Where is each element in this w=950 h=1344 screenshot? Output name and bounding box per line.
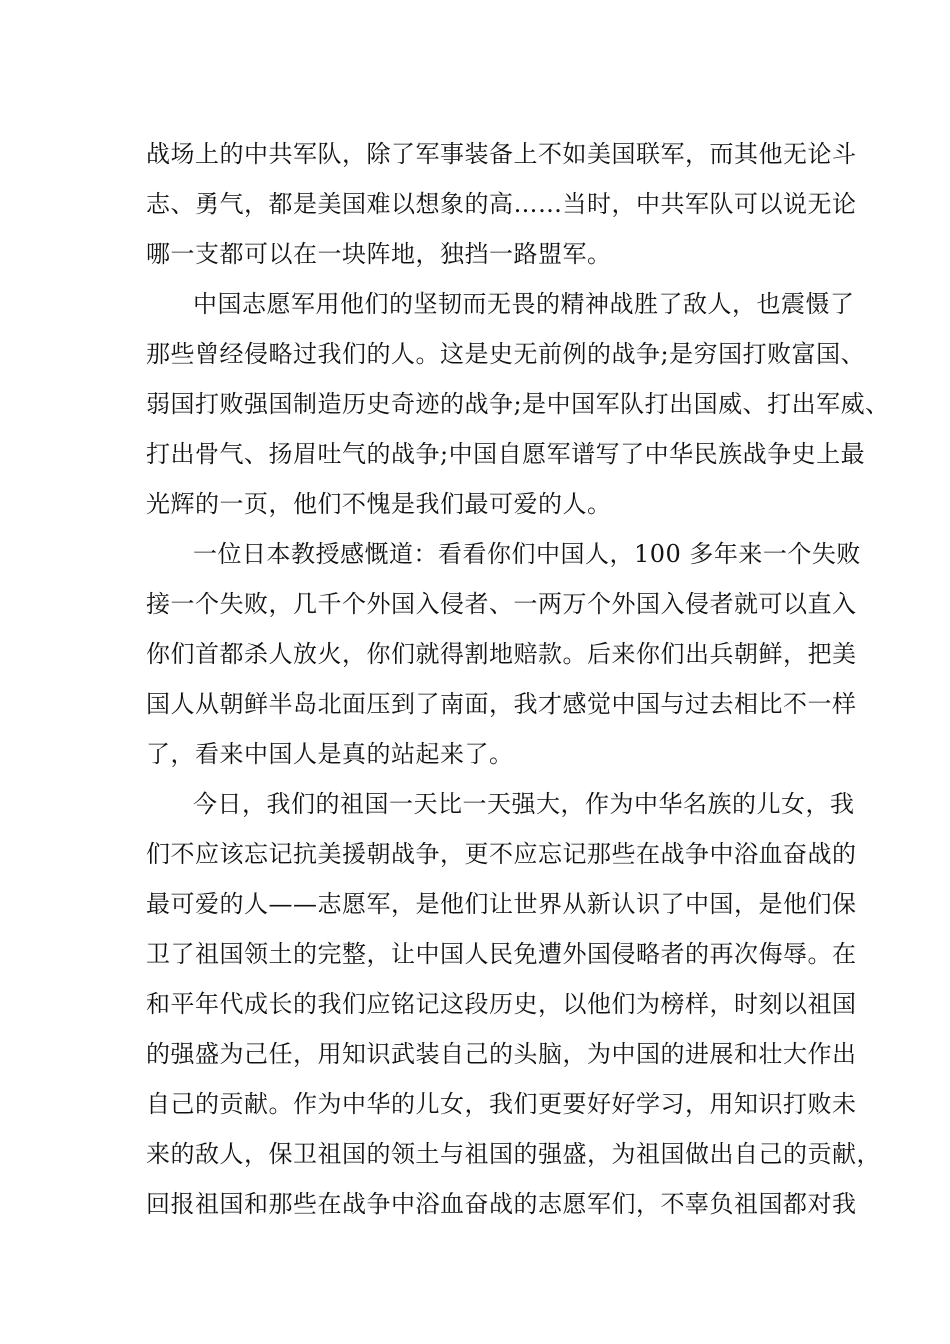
paragraph-line: 卫了祖国领土的完整，让中国人民免遭外国侵略者的再次侮辱。在 — [146, 940, 857, 968]
paragraph-line: 了，看来中国人是真的站起来了。 — [146, 740, 514, 768]
paragraph-line: 和平年代成长的我们应铭记这段历史，以他们为榜样，时刻以祖国 — [146, 990, 857, 1018]
paragraph-line: 国人从朝鲜半岛北面压到了南面，我才感觉中国与过去相比不一样 — [146, 690, 857, 718]
paragraph-line: 今日，我们的祖国一天比一天强大，作为中华名族的儿女，我 — [193, 790, 855, 818]
paragraph-line: 哪一支都可以在一块阵地，独挡一路盟军。 — [146, 240, 612, 268]
paragraph-line: 那些曾经侵略过我们的人。这是史无前例的战争;是穷国打败富国、 — [146, 340, 866, 368]
paragraph-line: 回报祖国和那些在战争中浴血奋战的志愿军们，不辜负祖国都对我 — [146, 1190, 857, 1218]
paragraph-line: 光辉的一页，他们不愧是我们最可爱的人。 — [146, 490, 612, 518]
paragraph-line: 来的敌人，保卫祖国的领土与祖国的强盛，为祖国做出自己的贡献， — [146, 1140, 881, 1168]
paragraph-line: 你们首都杀人放火，你们就得割地赔款。后来你们出兵朝鲜，把美 — [146, 640, 857, 668]
paragraph-line: 们不应该忘记抗美援朝战争，更不应忘记那些在战争中浴血奋战的 — [146, 840, 857, 868]
paragraph-line: 接一个失败，几千个外国入侵者、一两万个外国入侵者就可以直入 — [146, 590, 857, 618]
paragraph-line: 志、勇气，都是美国难以想象的高……当时，中共军队可以说无论 — [146, 190, 857, 218]
paragraph-line: 自己的贡献。作为中华的儿女，我们更要好好学习，用知识打败未 — [146, 1090, 857, 1118]
paragraph-line: 中国志愿军用他们的坚韧而无畏的精神战胜了敌人，也震慑了 — [193, 290, 855, 318]
paragraph-line: 最可爱的人——志愿军，是他们让世界从新认识了中国，是他们保 — [146, 890, 857, 918]
paragraph-line: 打出骨气、扬眉吐气的战争;中国自愿军谱写了中华民族战争史上最 — [146, 440, 866, 468]
paragraph-line: 一位日本教授感慨道：看看你们中国人，100 多年来一个失败 — [193, 540, 861, 568]
paragraph-line: 的强盛为己任，用知识武装自己的头脑，为中国的进展和壮大作出 — [146, 1040, 857, 1068]
paragraph-line: 战场上的中共军队，除了军事装备上不如美国联军，而其他无论斗 — [146, 140, 857, 168]
paragraph-line: 弱国打败强国制造历史奇迹的战争;是中国军队打出国威、打出军威、 — [146, 390, 890, 418]
